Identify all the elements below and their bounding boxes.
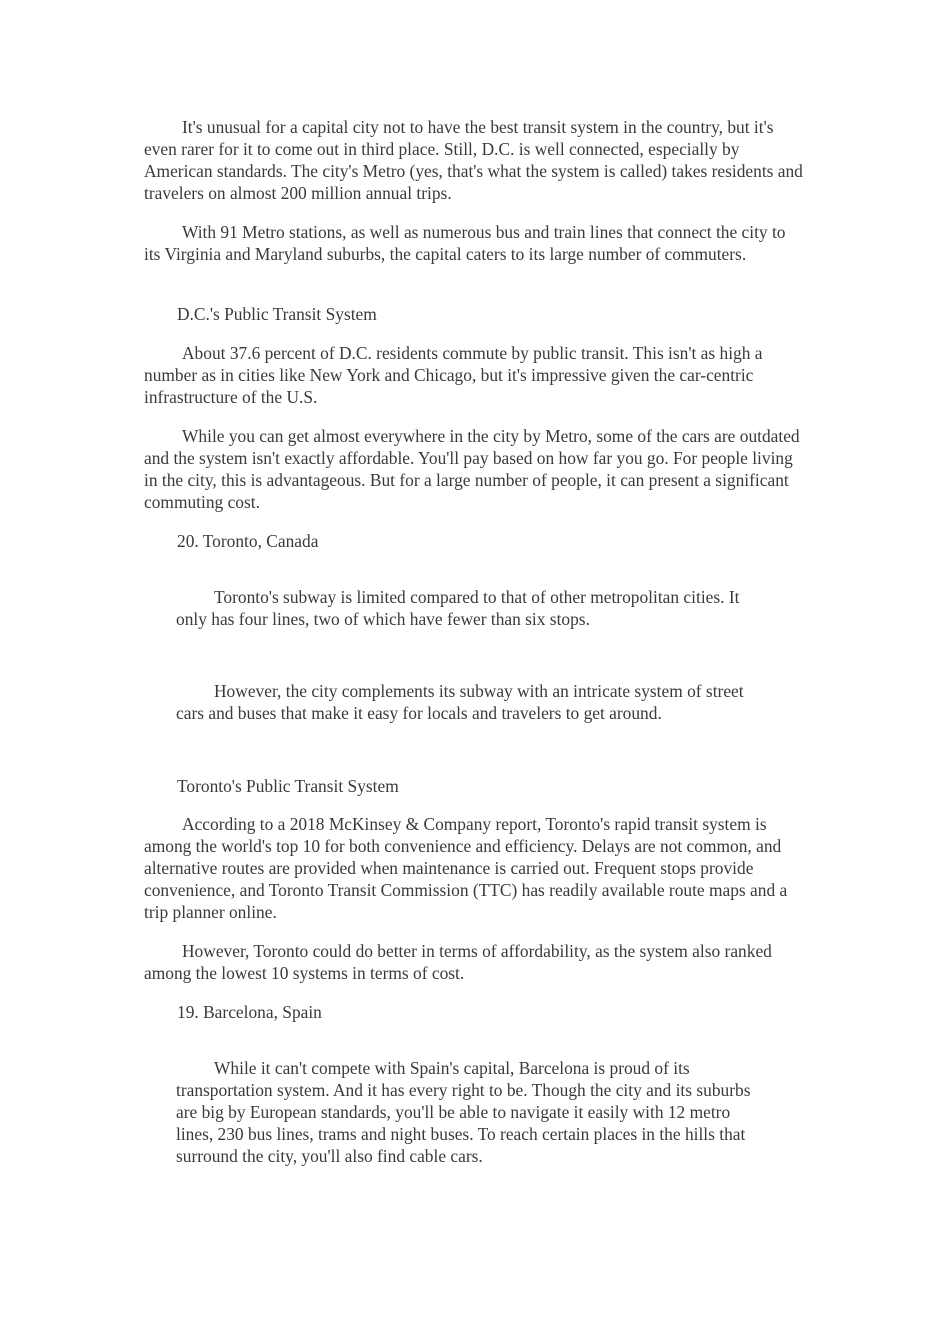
heading-toronto: 20. Toronto, Canada: [177, 531, 319, 551]
paragraph-dc-metro-cost: While you can get almost everywhere in the city by Metro, some of the cars are outdated and the system isn't exactly affordable. You'll pay based on how far you go. For people living in the city, this is advantageous. But for a large number of people, it can present a significant commuting cost.: [144, 426, 800, 512]
paragraph-dc-stations: With 91 Metro stations, as well as numerous bus and train lines that connect the city to its Virginia and Maryland suburbs, the capital caters to its large number of commuters.: [144, 222, 786, 264]
heading-barcelona: 19. Barcelona, Spain: [177, 1002, 322, 1022]
quote-toronto-streetcars: However, the city complements its subway with an intricate system of street cars and buses that make it easy for locals and travelers to get around.: [176, 681, 744, 723]
heading-dc-transit: D.C.'s Public Transit System: [177, 304, 377, 324]
paragraph-dc-intro: It's unusual for a capital city not to have the best transit system in the country, but it's even rarer for it to come out in third place. Still, D.C. is well connected, especially by American standards. The city's Metro (yes, that's what the system is called) takes residents and travelers on almost 200 million annual trips.: [144, 117, 803, 203]
quote-toronto-subway: Toronto's subway is limited compared to that of other metropolitan cities. It only has four lines, two of which have fewer than six stops.: [176, 587, 740, 629]
heading-toronto-transit: Toronto's Public Transit System: [177, 776, 399, 796]
paragraph-dc-commute: About 37.6 percent of D.C. residents commute by public transit. This isn't as high a number as in cities like New York and Chicago, but it's impressive given the car-centric infrastructure of the U.S.: [144, 343, 763, 407]
quote-barcelona-transport: While it can't compete with Spain's capital, Barcelona is proud of its transportation system. And it has every right to be. Though the city and its suburbs are big by European standards, you'll be able to navigate it easily with 12 metro lines, 230 bus lines, trams and night buses. To reach certain places in the hills that surround the city, you'll also find cable cars.: [176, 1058, 751, 1166]
paragraph-toronto-affordability: However, Toronto could do better in terms of affordability, as the system also ranked among the lowest 10 systems in terms of cost.: [144, 941, 772, 983]
paragraph-toronto-mckinsey: According to a 2018 McKinsey & Company report, Toronto's rapid transit system is among the world's top 10 for both convenience and efficiency. Delays are not common, and alternative routes are provided when maintenance is carried out. Frequent stops provide convenience, and Toronto Transit Commission (TTC) has readily available route maps and a trip planner online.: [144, 814, 788, 922]
